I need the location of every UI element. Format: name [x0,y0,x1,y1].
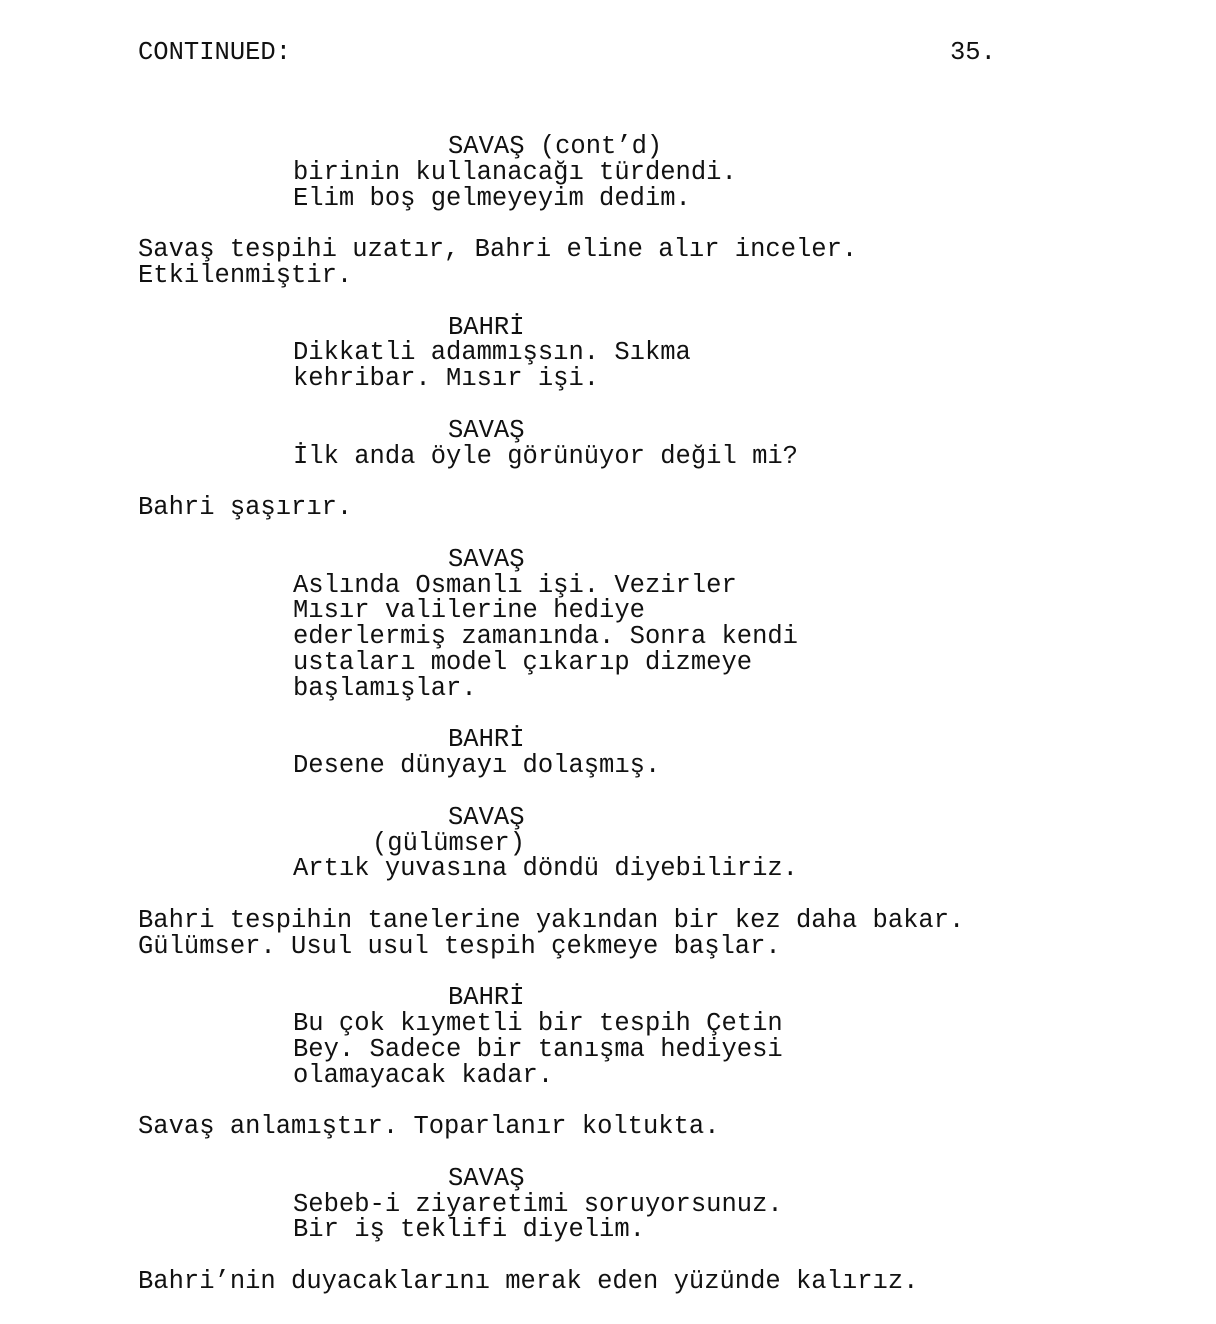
blank-line [138,882,1018,908]
dialogue-line: kehribar. Mısır işi. [293,364,600,394]
dialogue-line: Elim boş gelmeyeyim dedim. [293,183,691,213]
script-body [138,134,1018,1295]
blank-line [138,1243,1018,1269]
blank-line [138,1140,1018,1166]
dialogue-line: Dikkatli adammışsın. Sıkma [293,338,691,368]
blank-line [138,289,1018,315]
character-name: BAHRİ [448,983,525,1013]
dialogue-line: ustaları model çıkarıp dizmeye [293,647,753,677]
dialogue-line: Bu çok kıymetli bir tespih Çetin [293,1009,783,1039]
blank-line [138,1088,1018,1114]
dialogue-line: Mısır valilerine hediye [293,596,645,626]
action-line: Gülümser. Usul usul tespih çekmeye başlar. [138,931,781,961]
page-number: 35. [950,38,996,67]
blank-line [138,469,1018,495]
dialogue-line: olamayacak kadar. [293,1060,554,1090]
dialogue-line: Aslında Osmanlı işi. Vezirler [293,570,737,600]
blank-line [138,960,1018,986]
dialogue-line: Artık yuvasına döndü diyebiliriz. [293,854,798,884]
character-name: SAVAŞ [448,415,525,445]
dialogue-line: başlamışlar. [293,673,477,703]
character-name: BAHRİ [448,725,525,755]
action-line: Etkilenmiştir. [138,260,353,290]
dialogue-line: Desene dünyayı dolaşmış. [293,751,661,781]
action-line: Savaş anlamıştır. Toparlanır koltukta. [138,1112,720,1142]
dialogue-line: Sebeb-i ziyaretimi soruyorsunuz. [293,1189,783,1219]
blank-line [138,521,1018,547]
blank-line [138,211,1018,237]
dialogue-line: Bey. Sadece bir tanışma hediyesi [293,1034,783,1064]
continued-label: CONTINUED: [138,38,292,67]
parenthetical: (gülümser) [372,828,526,858]
character-name: BAHRİ [448,312,525,342]
blank-line [138,779,1018,805]
action-line: Bahri tespihin tanelerine yakından bir kez daha bakar. [138,905,965,935]
character-name: SAVAŞ [448,802,525,832]
blank-line [138,392,1018,418]
action-line: Bahri şaşırır. [138,493,353,523]
dialogue-line: İlk anda öyle görünüyor değil mi? [293,441,798,471]
dialogue-line: ederlermiş zamanında. Sonra kendi [293,622,798,652]
blank-line [138,702,1018,728]
action-line: Savaş tespihi uzatır, Bahri eline alır inceler. [138,235,858,265]
character-name: SAVAŞ [448,1163,525,1193]
character-name: SAVAŞ (cont’d) [448,132,663,161]
action-line: Bahri’nin duyacaklarını merak eden yüzünde kalırız. [138,1267,919,1297]
dialogue-line: Bir iş teklifi diyelim. [293,1215,645,1245]
dialogue-line: birinin kullanacağı türdendi. [293,157,737,187]
character-name: SAVAŞ [448,544,525,574]
